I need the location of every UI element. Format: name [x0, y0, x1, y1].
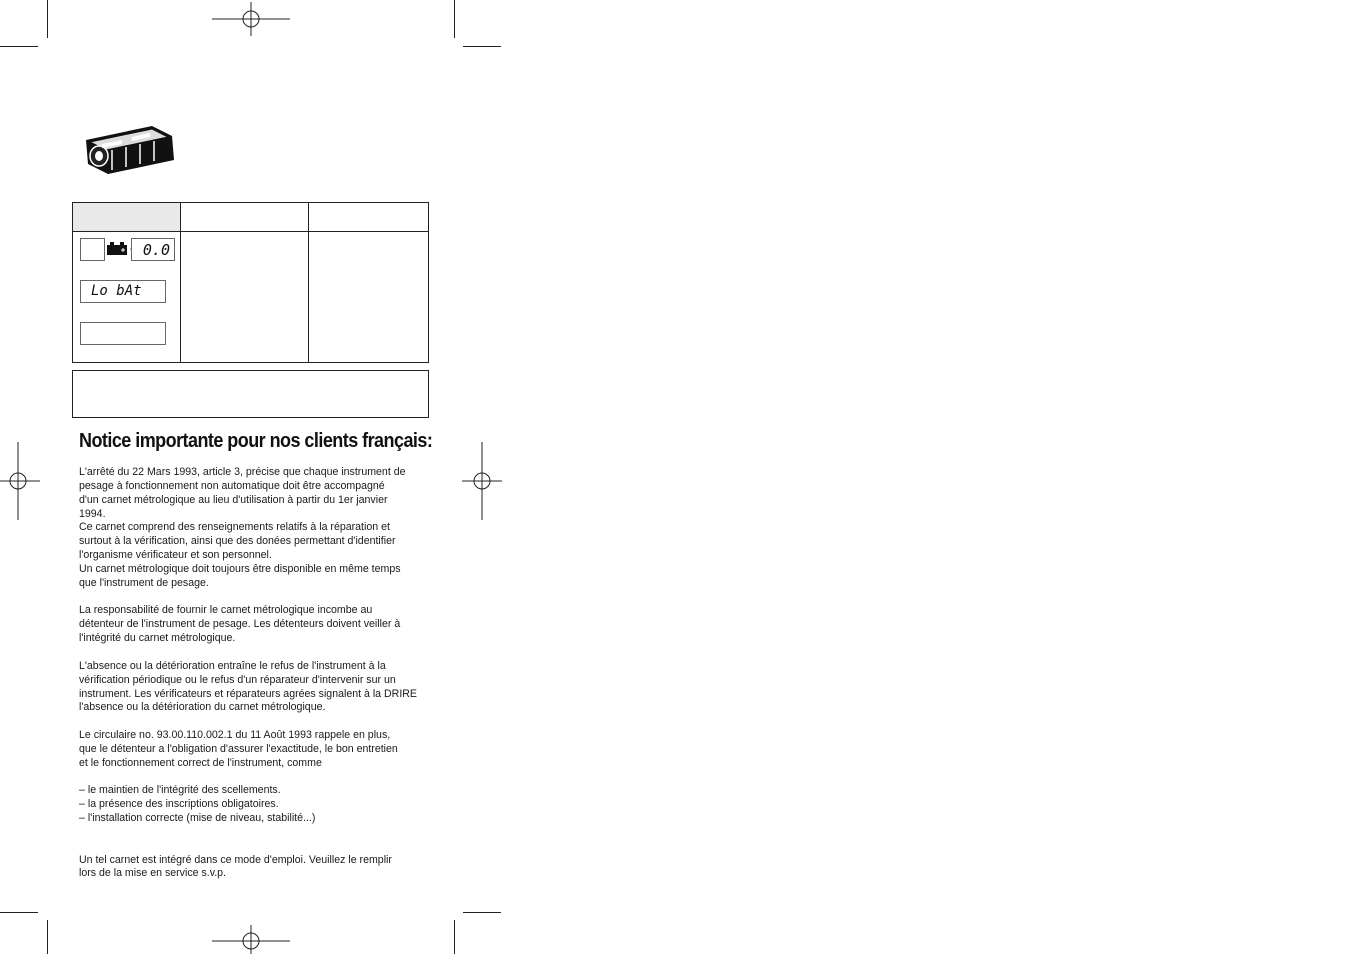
registration-mark-icon: [212, 925, 290, 954]
text-line: lors de la mise en service s.v.p.: [79, 867, 226, 880]
text-line: et le fonctionnement correct de l'instrument, comme: [79, 756, 322, 769]
registration-mark-icon: [462, 442, 502, 520]
crop-mark: [0, 912, 38, 913]
text-line: l'intégrité du carnet métrologique.: [79, 632, 236, 645]
text-line: instrument. Les vérificateurs et réparateurs agrées signalent à la DRIRE: [79, 687, 417, 700]
text-line: L'arrêté du 22 Mars 1993, article 3, précise que chaque instrument de: [79, 466, 406, 478]
notice-body: [79, 466, 439, 881]
text-line: L'absence ou la détérioration entraîne le refus de l'instrument à la: [79, 659, 386, 672]
lcd-reading: [131, 238, 175, 261]
text-line: vérification périodique ou le refus d'un réparateur d'intervenir sur un: [79, 673, 396, 686]
text-line: La responsabilité de fournir le carnet métrologique incombe au: [79, 604, 373, 617]
crop-mark: [47, 920, 48, 954]
registration-mark-icon: [0, 442, 40, 520]
lcd-blank: [80, 322, 166, 345]
text-line: Un carnet métrologique doit toujours être disponible en même temps: [79, 562, 401, 575]
text-line: Un tel carnet est intégré dans ce mode d'emploi. Veuillez le remplir: [79, 853, 392, 866]
note-box: [72, 370, 429, 418]
text-line: que l'instrument de pesage.: [79, 576, 209, 589]
crop-mark: [463, 912, 501, 913]
notice-list: [79, 784, 439, 826]
crop-mark: [454, 920, 455, 954]
crop-mark: [0, 46, 38, 47]
lcd-lo-bat: [80, 280, 166, 303]
battery-icon: [107, 242, 129, 256]
battery-pack-icon: [82, 120, 177, 176]
lcd-blank-small: [80, 238, 105, 261]
notice-paragraph-4: [79, 729, 439, 771]
notice-paragraph-2: [79, 604, 439, 646]
text-line: 1994.: [79, 507, 106, 520]
lcd-reading-value: 0.0: [142, 241, 170, 259]
display-table: [72, 202, 429, 363]
text-line: Ce carnet comprend des renseignements relatifs à la réparation et: [79, 521, 390, 534]
text-line: d'un carnet métrologique au lieu d'utilisation à partir du 1er janvier: [79, 493, 388, 506]
notice-title: Notice importante pour nos clients français:: [79, 430, 433, 452]
text-line: l'organisme vérificateur et son personnel.: [79, 549, 272, 562]
notice-paragraph-3: [79, 660, 439, 715]
list-item: – le maintien de l'intégrité des scellements.: [79, 784, 281, 797]
table-header-shaded-cell: [73, 203, 180, 231]
text-line: pesage à fonctionnement non automatique doit être accompagné: [79, 479, 385, 492]
notice-paragraph-1: [79, 466, 439, 591]
list-item: – l'installation correcte (mise de niveau, stabilité...): [79, 812, 316, 825]
crop-mark: [454, 0, 455, 38]
notice-paragraph-5: [79, 854, 439, 882]
table-divider: [180, 203, 181, 362]
text-line: l'absence ou la détérioration du carnet métrologique.: [79, 701, 326, 714]
text-line: détenteur de l'instrument de pesage. Les détenteurs doivent veiller à: [79, 618, 401, 631]
text-line: Le circulaire no. 93.00.110.002.1 du 11 Août 1993 rappele en plus,: [79, 729, 391, 742]
table-divider: [73, 231, 428, 232]
lcd-lo-bat-text: Lo bAt: [91, 283, 142, 299]
crop-mark: [47, 0, 48, 38]
list-item: – la présence des inscriptions obligatoires.: [79, 798, 279, 811]
text-line: que le détenteur a l'obligation d'assurer l'exactitude, le bon entretien: [79, 742, 398, 755]
text-line: surtout à la vérification, ainsi que des donées permettant d'identifier: [79, 535, 396, 548]
registration-mark-icon: [212, 2, 290, 36]
table-divider: [308, 203, 309, 362]
crop-mark: [463, 46, 501, 47]
